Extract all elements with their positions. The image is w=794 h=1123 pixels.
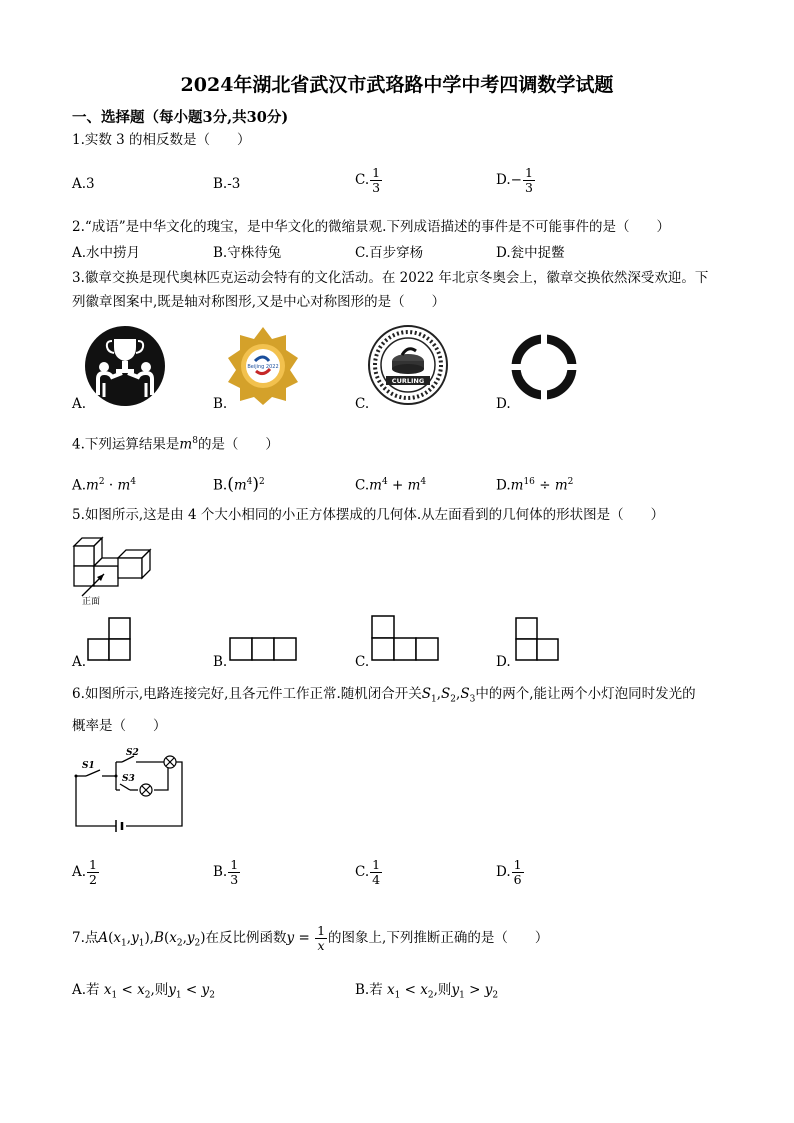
q6-stem-line1: 6.如图所示,电路连接完好,且各元件工作正常.随机闭合开关$S_1,S_2,S_3$中的两个,能让两个小灯泡同时发光的 [72,686,696,705]
badge-b-text: Beijing 2022 [247,364,279,370]
q4-option-b: $B.(m^4)^2$ [213,474,265,495]
circuit-label-s3: S3 [122,774,135,784]
q6-stem-line2: 概率是（ ） [72,718,167,734]
q3-option-c: C. [355,396,370,412]
section-heading: 一、选择题（每小题3分,共30分) [72,109,289,126]
q5-option-d-figure [515,617,561,663]
cube-solid-figure [72,534,164,606]
q5-option-c-figure [371,615,439,663]
badge-trophy-icon [84,325,166,407]
q3-stem-line1: 3.徽章交换是现代奥林匹克运动会特有的文化活动。在 2022 年北京冬奥会上，徽章交换依然深受欢迎。下 [72,270,709,286]
badge-curling-icon [368,325,448,405]
q4-option-d: $D.m^{16} \div m^2$ [496,477,574,494]
q2-option-b: B.守株待兔 [213,245,282,261]
q3-stem-line2: 列徽章图案中,既是轴对称图形,又是中心对称图形的是（ ） [72,294,446,310]
q7-stem: 7.点$A(x_1,y_1),B(x_2,y_2)$在反比例函数y = $\frac{1}{x}$ 的图象上,下列推断正确的是（ ） [72,923,549,953]
q7-option-b: B.若 $x_1 < x_2$,则$y_1 > y_2$ [355,982,499,1001]
q1-stem: 1.实数 3 的相反数是（ ） [72,132,251,148]
q3-option-d: D. [496,396,511,412]
q2-option-a: A.水中捞月 [72,245,141,261]
q6-option-d: D. $\frac{1}{6}$ [496,857,522,887]
q6-option-b: B. $\frac{1}{3}$ [213,857,239,887]
q4-option-a: $A.m^2 \cdot m^4$ [72,477,137,494]
badge-ring-icon [510,333,578,401]
q5-option-b: B. [213,654,228,670]
front-label: 正面 [82,597,101,606]
badge-c-text: CURLING [391,377,425,385]
q1-option-d: D.− $\frac{1}{3}$ [496,165,533,195]
q2-option-d: D.瓮中捉鳖 [496,245,565,261]
q3-option-a: A. [72,396,87,412]
q5-option-d: D. [496,654,511,670]
circuit-diagram [72,748,188,832]
q5-stem: 5.如图所示,这是由 4 个大小相同的小正方体摆成的几何体.从左面看到的几何体的形状图是（ ） [72,507,665,523]
q3-option-b: B. [213,396,228,412]
q5-option-c: C. [355,654,370,670]
q2-option-c: C.百步穿杨 [355,245,424,261]
q5-option-a-figure [87,617,133,663]
q1-option-a: A.3 [72,176,95,192]
badge-snowflake-icon [226,325,300,407]
q6-option-c: C. $\frac{1}{4}$ [355,857,381,887]
q5-option-a: A. [72,654,87,670]
page-title: 2024年湖北省武汉市武珞路中学中考四调数学试题 [180,74,614,96]
q4-option-c: $C.m^4 + m^4$ [355,477,427,494]
q2-stem: 2.“成语”是中华文化的瑰宝，是中华文化的微缩景观.下列成语描述的事件是不可能事件的是（ ） [72,219,670,235]
q4-stem: 4.下列运算结果是$m^8$的是（ ） [72,436,279,453]
q1-option-b: B.-3 [213,176,241,192]
circuit-label-s1: S1 [82,761,95,771]
q7-option-a: A.若 $x_1 < x_2$,则$y_1 < y_2$ [72,982,215,1001]
q6-option-a: A. $\frac{1}{2}$ [72,857,97,887]
circuit-label-s2: S2 [126,748,139,758]
q5-option-b-figure [229,637,297,663]
q1-option-c: C. $\frac{1}{3}$ [355,165,381,195]
